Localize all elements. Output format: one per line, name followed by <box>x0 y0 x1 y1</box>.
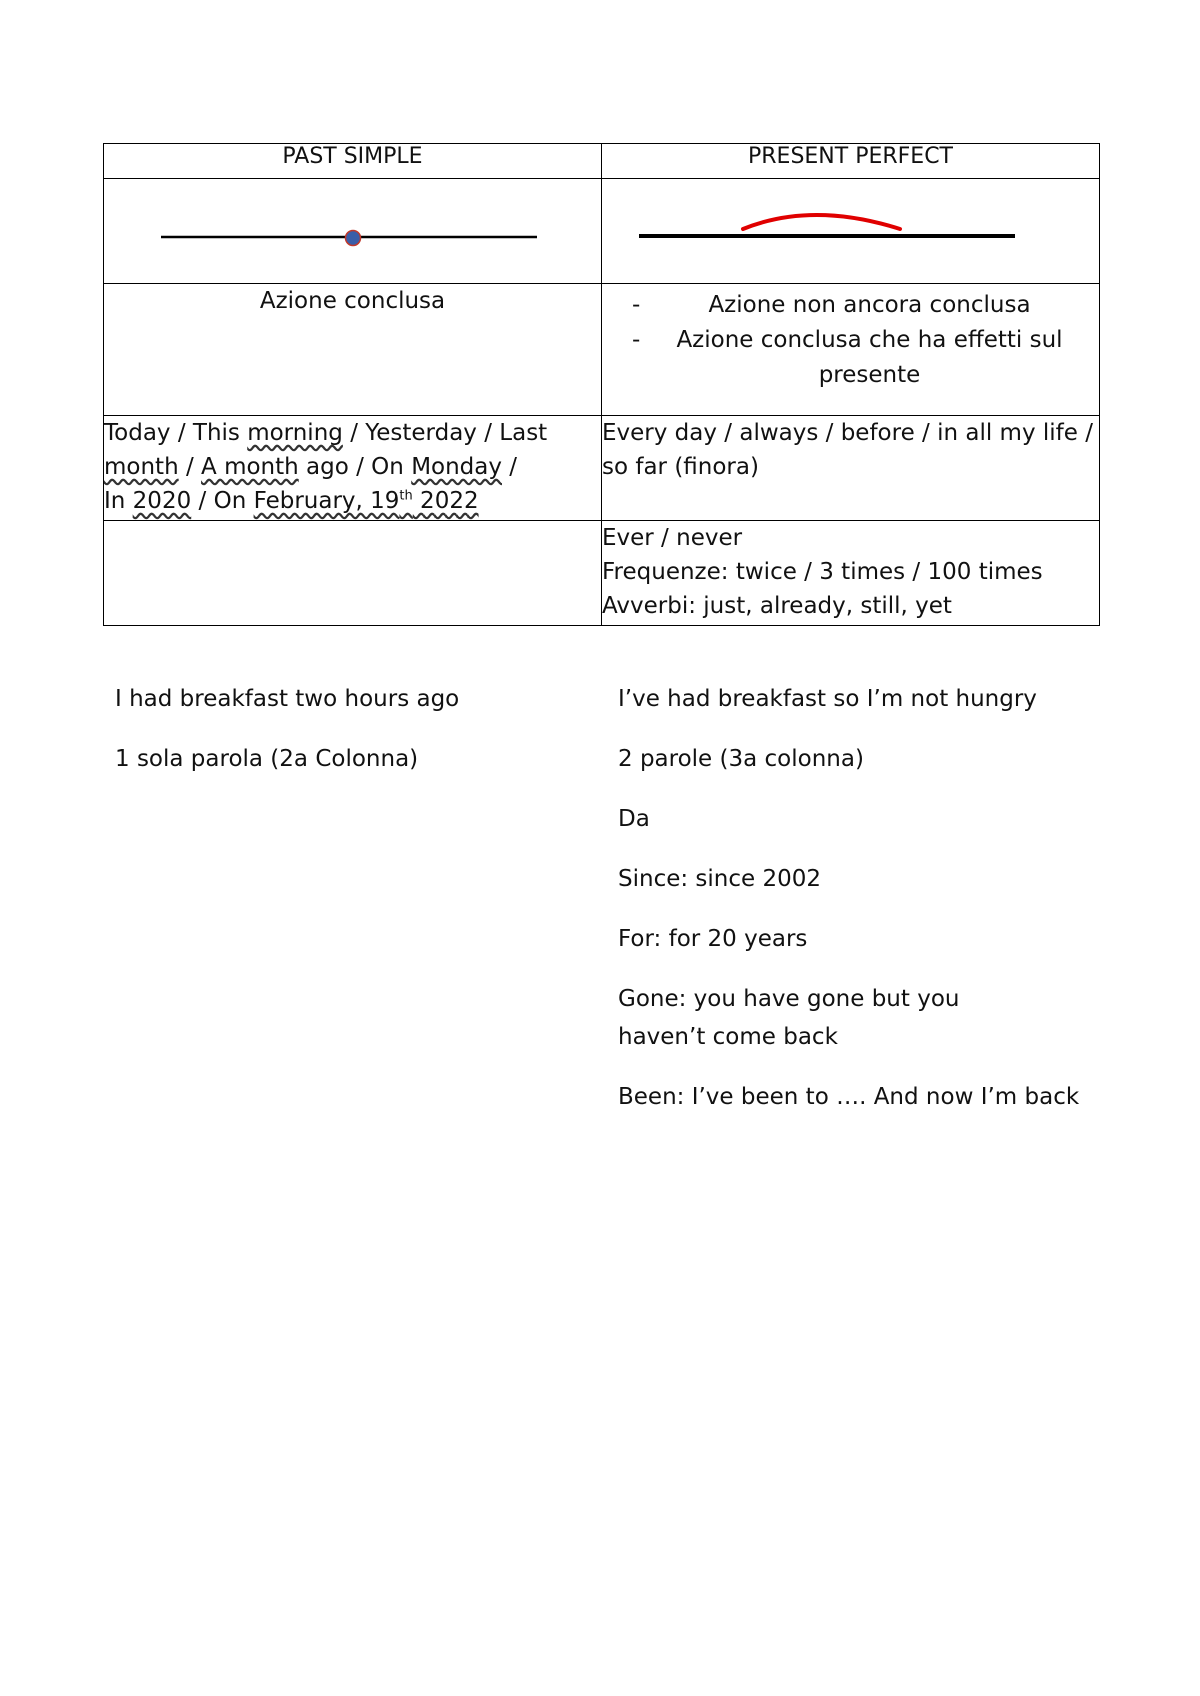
text-run: Today / This <box>104 420 248 446</box>
ordinal-suffix: th <box>399 488 413 504</box>
note-line: 1 sola parola (2a Colonna) <box>115 746 419 772</box>
extra-line: Avverbi: just, already, still, yet <box>602 593 952 619</box>
note-line: For: for 20 years <box>618 926 808 952</box>
header-present-perfect: PRESENT PERFECT <box>602 144 1100 179</box>
note-line: Gone: you have gone but you haven’t come back <box>618 986 960 1050</box>
notes-left-column <box>115 680 595 800</box>
underlined-word: month <box>104 454 179 480</box>
past-simple-timeline-cell <box>104 179 602 284</box>
header-past-simple: PAST SIMPLE <box>104 144 602 179</box>
present-perfect-timeline-cell <box>602 179 1100 284</box>
text-run: / <box>502 454 518 480</box>
list-item: - Azione non ancora conclusa <box>658 288 1081 323</box>
grammar-table <box>103 143 1100 626</box>
present-perfect-definitions <box>602 284 1100 416</box>
present-duration-arc <box>743 215 900 229</box>
notes-right-column <box>618 680 1098 1138</box>
extra-line: Frequenze: twice / 3 times / 100 times <box>602 559 1043 585</box>
past-point-marker <box>346 231 361 246</box>
text-run: / <box>178 454 202 480</box>
present-perfect-definition-list <box>602 284 1099 393</box>
past-simple-empty-cell <box>104 521 602 626</box>
text-run: / Yesterday / Last <box>342 420 548 446</box>
text-run: 2022 <box>412 488 479 514</box>
time-expressions-row <box>104 416 1100 521</box>
text-run: / On <box>191 488 254 514</box>
underlined-word: morning <box>247 420 343 446</box>
note-line: Da <box>618 806 650 832</box>
table-header-row <box>104 144 1100 179</box>
past-simple-timeline <box>104 179 602 283</box>
present-perfect-extra <box>602 521 1100 626</box>
note-line: 2 parole (3a colonna) <box>618 746 864 772</box>
present-perfect-time-expressions: Every day / always / before / in all my life / so far (finora) <box>602 416 1100 521</box>
note-line: Since: since 2002 <box>618 866 822 892</box>
extra-line: Ever / never <box>602 525 743 551</box>
note-line: I’ve had breakfast so I’m not hungry <box>618 686 1037 712</box>
underlined-date <box>254 488 479 514</box>
underlined-word: 2020 <box>132 488 192 514</box>
note-line: Been: I’ve been to …. And now I’m back <box>618 1084 1080 1110</box>
underlined-word: Monday <box>411 454 502 480</box>
underlined-word: A month <box>201 454 299 480</box>
text-run: ago / On <box>298 454 412 480</box>
past-simple-time-expressions <box>104 416 602 521</box>
text-run: In <box>104 488 133 514</box>
present-perfect-timeline <box>602 179 1100 283</box>
text-run: February, 19 <box>253 488 400 514</box>
definition-row <box>104 284 1100 416</box>
past-simple-definition: Azione conclusa <box>104 284 602 416</box>
list-item: - Azione conclusa che ha effetti sul presente <box>658 323 1081 393</box>
timeline-row <box>104 179 1100 284</box>
extra-row <box>104 521 1100 626</box>
note-line: I had breakfast two hours ago <box>115 686 460 712</box>
